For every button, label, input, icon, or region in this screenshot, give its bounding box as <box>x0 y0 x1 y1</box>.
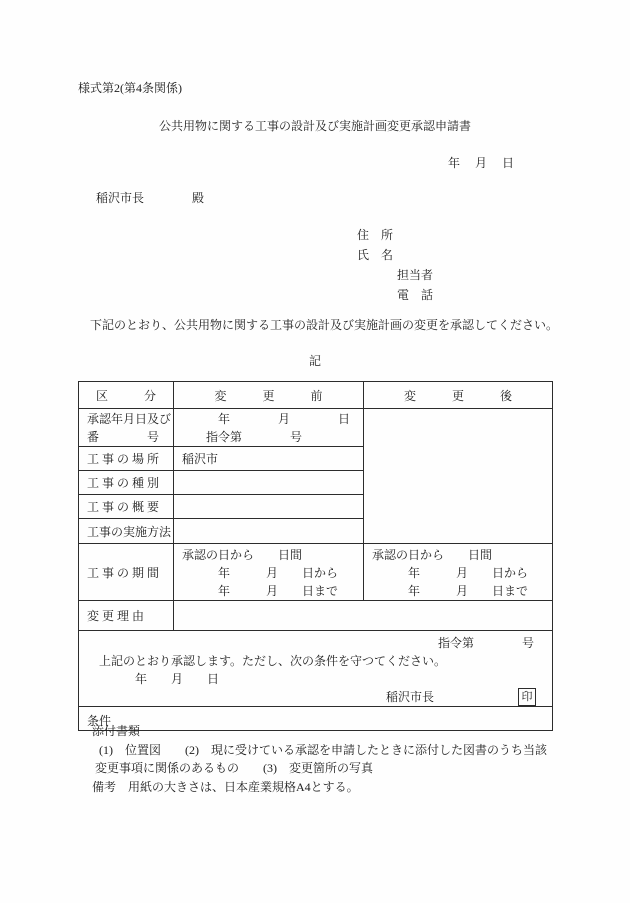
footer-notes <box>92 722 547 796</box>
conditions-label: 条件 <box>87 713 112 728</box>
after-merged-cell <box>364 409 553 544</box>
seal-mark: 印 <box>518 688 536 706</box>
location-before: 稲沢市 <box>182 452 219 466</box>
list-heading: 記 <box>308 354 321 368</box>
mayor-signature-line <box>79 688 552 706</box>
location-label: 工 事 の 場 所 <box>87 452 160 466</box>
period-after: 承認の日から 日間 年 月 日から 年 月 日まで <box>364 544 553 601</box>
attachments-heading: 添付書類 <box>92 724 141 738</box>
applicant-contact-label: 担当者 <box>397 268 434 282</box>
request-sentence: 下記のとおり、公共用物に関する工事の設計及び実施計画の変更を承認してください。 <box>90 318 559 332</box>
reason-label: 変 更 理 由 <box>87 609 145 623</box>
period-label: 工 事 の 期 間 <box>87 565 160 580</box>
outline-label: 工 事 の 概 要 <box>87 500 160 514</box>
method-label: 工事の実施方法 <box>87 524 172 539</box>
change-details-table <box>78 381 553 731</box>
approval-sentence: 上記のとおり承認します。ただし、次の条件を守つてください。 <box>87 654 447 668</box>
approval-date-line: 年 月 日 <box>87 672 220 686</box>
attachments-line-1: (1) 位置図 (2) 現に受けている承認を申請したときに添付した図書のうち当該 <box>99 742 547 757</box>
period-before: 承認の日から 日間 年 月 日から 年 月 日まで <box>174 544 364 601</box>
header-after: 変 更 後 <box>364 382 553 409</box>
reason-row <box>79 601 553 631</box>
approval-number-before: 年 月 日 指令第 号 <box>174 409 364 447</box>
addressee-mayor: 稲沢市長 殿 <box>96 191 205 205</box>
document-title: 公共用物に関する工事の設計及び実施計画変更承認申請書 <box>158 119 471 133</box>
type-label: 工 事 の 種 別 <box>87 476 160 490</box>
application-date-line: 年 月 日 <box>448 156 515 170</box>
table-header-row <box>79 382 553 409</box>
directive-number-line: 指令第 号 <box>437 636 534 650</box>
approval-number-label: 承認年月日及び 番 号 <box>79 409 174 447</box>
paper-size-note: 備考 用紙の大きさは、日本産業規格A4とする。 <box>92 779 359 794</box>
attachments-line-2: 変更事項に関係のあるもの (3) 変更箇所の写真 <box>95 761 373 775</box>
form-number: 様式第2(第4条関係) <box>78 81 182 95</box>
applicant-phone-label: 電 話 <box>397 288 434 302</box>
applicant-name-label: 氏 名 <box>357 248 394 262</box>
approval-section-row <box>79 631 553 707</box>
period-row <box>79 544 553 601</box>
mayor-name: 稲沢市長 <box>386 690 435 704</box>
approval-section-cell <box>79 631 553 707</box>
header-before: 変 更 前 <box>174 382 364 409</box>
approval-number-row <box>79 409 553 447</box>
header-category: 区 分 <box>79 382 174 409</box>
applicant-address-label: 住 所 <box>357 228 394 242</box>
